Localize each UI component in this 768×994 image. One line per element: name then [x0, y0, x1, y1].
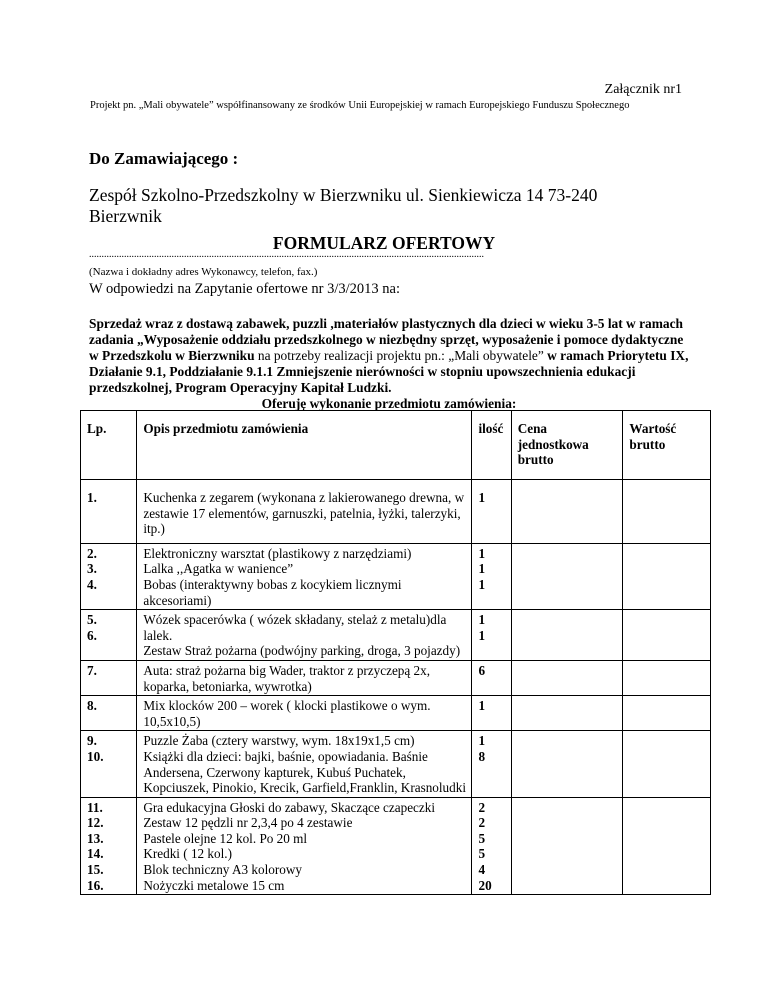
cell-lp-line: 3.: [87, 561, 97, 577]
table-row: [81, 543, 711, 609]
cell-quantity-line: 6: [478, 662, 486, 678]
cell-description-line: Zestaw Straż pożarna (podwójny parking, droga, 3 pojazdy): [143, 643, 461, 659]
table-row: [81, 480, 711, 544]
cell-quantity-line: 4: [478, 862, 486, 878]
cell-description-line: Puzzle Żaba (cztery warstwy, wym. 18x19x1,5 cm): [143, 733, 415, 749]
cell-quantity-line: 2: [478, 799, 486, 815]
cell-lp-line: 11.: [87, 799, 103, 815]
cell-quantity-line: 1: [478, 733, 486, 749]
cell-quantity: [472, 797, 511, 895]
cell-quantity: [472, 610, 511, 661]
header-description: Opis przedmiotu zamówienia: [137, 411, 472, 480]
cell-lp: [81, 543, 137, 609]
cell-description-line: Pastele olejne 12 kol. Po 20 ml: [143, 830, 308, 846]
cell-unit-price[interactable]: [511, 731, 623, 797]
cell-description: [137, 731, 472, 797]
cell-description-line: Auta: straż pożarna big Wader, traktor z przyczepą 2x, koparka, betoniarka, wywrotka): [143, 662, 431, 694]
cell-value[interactable]: [623, 660, 711, 695]
cell-quantity-line: 1: [478, 545, 486, 561]
cell-description: [137, 797, 472, 895]
cell-lp-line: 6.: [87, 627, 97, 643]
cell-description-line: Mix klocków 200 – worek ( klocki plastikowe o wym. 10,5x10,5): [143, 698, 431, 729]
items-table: [80, 410, 711, 895]
cell-lp: [81, 480, 137, 544]
cell-quantity-line: 1: [478, 576, 486, 592]
cell-lp: [81, 696, 137, 731]
cell-value[interactable]: [623, 480, 711, 544]
cell-description: [137, 610, 472, 661]
cell-value[interactable]: [623, 696, 711, 731]
cell-lp-line: 10.: [87, 748, 104, 764]
cell-lp-line: 4.: [87, 576, 97, 592]
cell-description: [137, 543, 472, 609]
cell-lp: [81, 660, 137, 695]
cell-description: [137, 660, 472, 695]
cell-unit-price[interactable]: [511, 797, 623, 895]
cell-quantity-line: 2: [478, 815, 486, 831]
cell-unit-price[interactable]: [511, 543, 623, 609]
header-value: Wartość brutto: [623, 411, 711, 480]
recipient-address: Zespół Szkolno-Przedszkolny w Bierzwniku ul. Sienkiewicza 14 73-240 Bierzwnik: [89, 185, 598, 226]
cell-quantity-line: 1: [478, 561, 486, 577]
cell-lp-line: 9.: [87, 733, 97, 749]
cell-quantity: [472, 696, 511, 731]
cell-value[interactable]: [623, 797, 711, 895]
cell-description-line: Blok techniczny A3 kolorowy: [143, 862, 302, 878]
inquiry-reference: W odpowiedzi na Zapytanie ofertowe nr 3/3/2013 na:: [89, 281, 400, 297]
cell-unit-price[interactable]: [511, 696, 623, 731]
cell-quantity-line: 8: [478, 748, 486, 764]
cell-description-line: Nożyczki metalowe 15 cm: [143, 877, 285, 893]
form-title: FORMULARZ OFERTOWY: [272, 233, 496, 253]
cell-unit-price[interactable]: [511, 480, 623, 544]
header-unit-price: Cena jednostkowa brutto: [511, 411, 623, 480]
table-row: [81, 660, 711, 695]
project-line: Projekt pn. „Mali obywatele” współfinansowany ze środków Unii Europejskiej w ramach Europejskiego Funduszu Społecznego: [90, 100, 630, 111]
cell-lp-line: 15.: [87, 862, 104, 878]
cell-quantity-line: 1: [478, 612, 486, 628]
annex-label: Załącznik nr1: [604, 82, 682, 97]
cell-quantity-line: 1: [478, 698, 486, 714]
cell-quantity-line: 5: [478, 846, 486, 862]
subject-normal-part: na potrzeby realizacji projektu pn.: „Mali obywatele”: [254, 348, 544, 363]
table-row: [81, 696, 711, 731]
header-quantity: ilość: [472, 411, 511, 480]
cell-lp-line: 14.: [87, 846, 104, 862]
cell-description-line: Kuchenka z zegarem (wykonana z lakierowanego drewna, w zestawie 17 elementów, garnuszki, patelnia, łyżki, talerzyki, itp.): [143, 490, 465, 537]
cell-value[interactable]: [623, 731, 711, 797]
cell-lp-line: 2.: [87, 545, 97, 561]
cell-description-line: Lalka ,,Agatka w wanience”: [143, 561, 294, 577]
cell-description-line: Bobas (interaktywny bobas z kocykiem licznymi akcesoriami): [143, 576, 402, 608]
cell-lp-line: 7.: [87, 662, 97, 678]
recipient-title: Do Zamawiającego :: [89, 149, 239, 168]
cell-lp-line: 8.: [87, 698, 97, 714]
cell-lp-line: 12.: [87, 815, 104, 831]
subject-paragraph: [89, 316, 689, 412]
contractor-note: (Nazwa i dokładny adres Wykonawcy, telefon, fax.): [89, 266, 318, 278]
cell-quantity: [472, 731, 511, 797]
subject-bold-part-2: w ramach Priorytetu IX, Działanie 9.1, Poddziałanie 9.1.1 Zmniejszenie nierówności w stopniu upowszechnienia edukacji przedszkolnej, Program Operacyjny Kapitał Ludzki.: [89, 348, 689, 395]
cell-quantity-line: 1: [478, 490, 486, 505]
cell-unit-price[interactable]: [511, 610, 623, 661]
header-lp: Lp.: [81, 411, 137, 480]
cell-quantity: [472, 480, 511, 544]
cell-lp: [81, 797, 137, 895]
cell-lp-line: 5.: [87, 612, 97, 628]
cell-description-line: Kredki ( 12 kol.): [143, 846, 232, 862]
table-row: [81, 731, 711, 797]
cell-lp-line: 16.: [87, 877, 104, 893]
cell-quantity: [472, 660, 511, 695]
cell-description: [137, 696, 472, 731]
cell-quantity-line: 1: [478, 627, 486, 643]
cell-quantity: [472, 543, 511, 609]
cell-value[interactable]: [623, 543, 711, 609]
cell-quantity-line: 5: [478, 830, 486, 846]
cell-lp-line: 13.: [87, 830, 104, 846]
cell-description-line: Gra edukacyjna Głoski do zabawy, Skaczące czapeczki: [143, 799, 436, 815]
cell-lp-line: 1.: [87, 490, 97, 505]
subject-bold-part: Sprzedaż wraz z dostawą zabawek, puzzli ,materiałów plastycznych dla dzieci w wieku 3-5 lat w ramach zadania „Wyposażenie oddziału przedszkolnego w niezbędny sprzęt, wyposażenie i pomoce dydaktyczne w Przedszkolu w Bierzwniku: [89, 316, 684, 363]
contractor-dotted-line[interactable]: ..............................................................................................................................................................: [89, 252, 484, 258]
table-header-row: [81, 411, 711, 480]
cell-description-line: Książki dla dzieci: bajki, baśnie, opowiadania. Baśnie Andersena, Czerwony kapturek, Kubuś Puchatek, Kopciuszek, Pinokio, Krecik, Garfield,Franklin, Krasnoludki: [143, 748, 467, 796]
table-row: [81, 797, 711, 895]
cell-quantity-line: 20: [478, 877, 492, 893]
cell-description-line: Zestaw 12 pędzli nr 2,3,4 po 4 zestawie: [143, 815, 353, 831]
table-row: [81, 610, 711, 661]
cell-lp: [81, 731, 137, 797]
cell-unit-price[interactable]: [511, 660, 623, 695]
offer-line: Oferuję wykonanie przedmiotu zamówienia:: [261, 396, 517, 411]
cell-description-line: Wózek spacerówka ( wózek składany, stelaż z metalu)dla lalek.: [143, 612, 447, 643]
cell-description-line: Elektroniczny warsztat (plastikowy z narzędziami): [143, 545, 412, 561]
cell-value[interactable]: [623, 610, 711, 661]
cell-description: [137, 480, 472, 544]
cell-lp: [81, 610, 137, 661]
